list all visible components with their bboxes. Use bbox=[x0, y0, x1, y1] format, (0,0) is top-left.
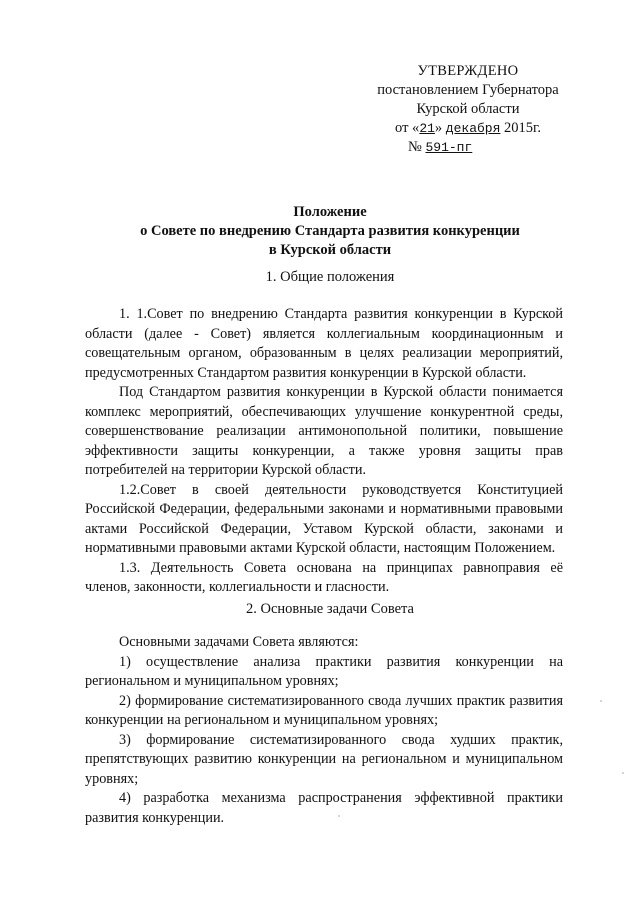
date-month: декабря bbox=[445, 121, 501, 136]
document-title bbox=[90, 203, 570, 260]
paragraph: 1.3. Деятельность Совета основана на принципах равноправия её членов, законности, коллегиальности и гласности. bbox=[85, 559, 563, 595]
number-prefix: № bbox=[408, 139, 426, 155]
scan-speck bbox=[600, 700, 602, 702]
date-day: 21 bbox=[419, 121, 435, 136]
paragraph: Основными задачами Совета являются: bbox=[119, 634, 359, 650]
decree-number: 591-пг bbox=[425, 140, 473, 155]
title-line-2: о Совете по внедрению Стандарта развития конкуренции bbox=[140, 223, 520, 239]
section-2-body bbox=[85, 633, 563, 828]
date-prefix: от « bbox=[395, 120, 420, 136]
section-1-heading: 1. Общие положения bbox=[265, 269, 395, 285]
scan-speck bbox=[338, 815, 340, 817]
approval-title: УТВЕРЖДЕНО bbox=[417, 63, 519, 79]
approval-stamp bbox=[368, 62, 568, 157]
title-line-3: в Курской области bbox=[268, 242, 392, 258]
paragraph: 1.2.Совет в своей деятельности руководствуется Конституцией Российской Федерации, федеральными законами и нормативными правовыми актами Российской Федерации, Уставом Курской области, законами и нормативными правовыми актами Курской области, настоящим Положением. bbox=[85, 481, 563, 556]
section-1-body bbox=[85, 305, 563, 598]
approval-date bbox=[368, 119, 568, 138]
paragraph: 4) разработка механизма распространения эффективной практики развития конкуренции. bbox=[85, 790, 563, 826]
paragraph: 1) осуществление анализа практики развития конкуренции на региональном и муниципальном уровнях; bbox=[85, 653, 563, 689]
scan-speck bbox=[622, 772, 624, 774]
title-line-1: Положение bbox=[293, 204, 367, 220]
date-mid: » bbox=[434, 120, 446, 136]
paragraph: Под Стандартом развития конкуренции в Курской области понимается комплекс мероприятий, обеспечивающих улучшение конкурентной среды, совершенствование реализации антимонопольной политики, повышение эффективности защиты конкуренции, а также уровня защиты прав потребителей на территории Курской области. bbox=[85, 384, 563, 478]
approval-region: Курской области bbox=[416, 101, 520, 117]
approval-number bbox=[408, 138, 568, 157]
approval-issuer: постановлением Губернатора bbox=[377, 82, 559, 98]
paragraph: 1. 1.Совет по внедрению Стандарта развития конкуренции в Курской области (далее - Совет) является коллегиальным координационным и совещательным органом, образованным в целях реализации мероприятий, предусмотренных Стандартом развития конкуренции в Курской области. bbox=[85, 306, 563, 381]
section-2-heading: 2. Основные задачи Совета bbox=[246, 601, 414, 617]
paragraph: 2) формирование систематизированного свода лучших практик развития конкуренции на региональном и муниципальном уровнях; bbox=[85, 692, 563, 728]
date-year: 2015г. bbox=[504, 120, 541, 136]
paragraph: 3) формирование систематизированного свода худших практик, препятствующих развитию конкуренции на региональном и муниципальном уровнях; bbox=[85, 731, 563, 787]
